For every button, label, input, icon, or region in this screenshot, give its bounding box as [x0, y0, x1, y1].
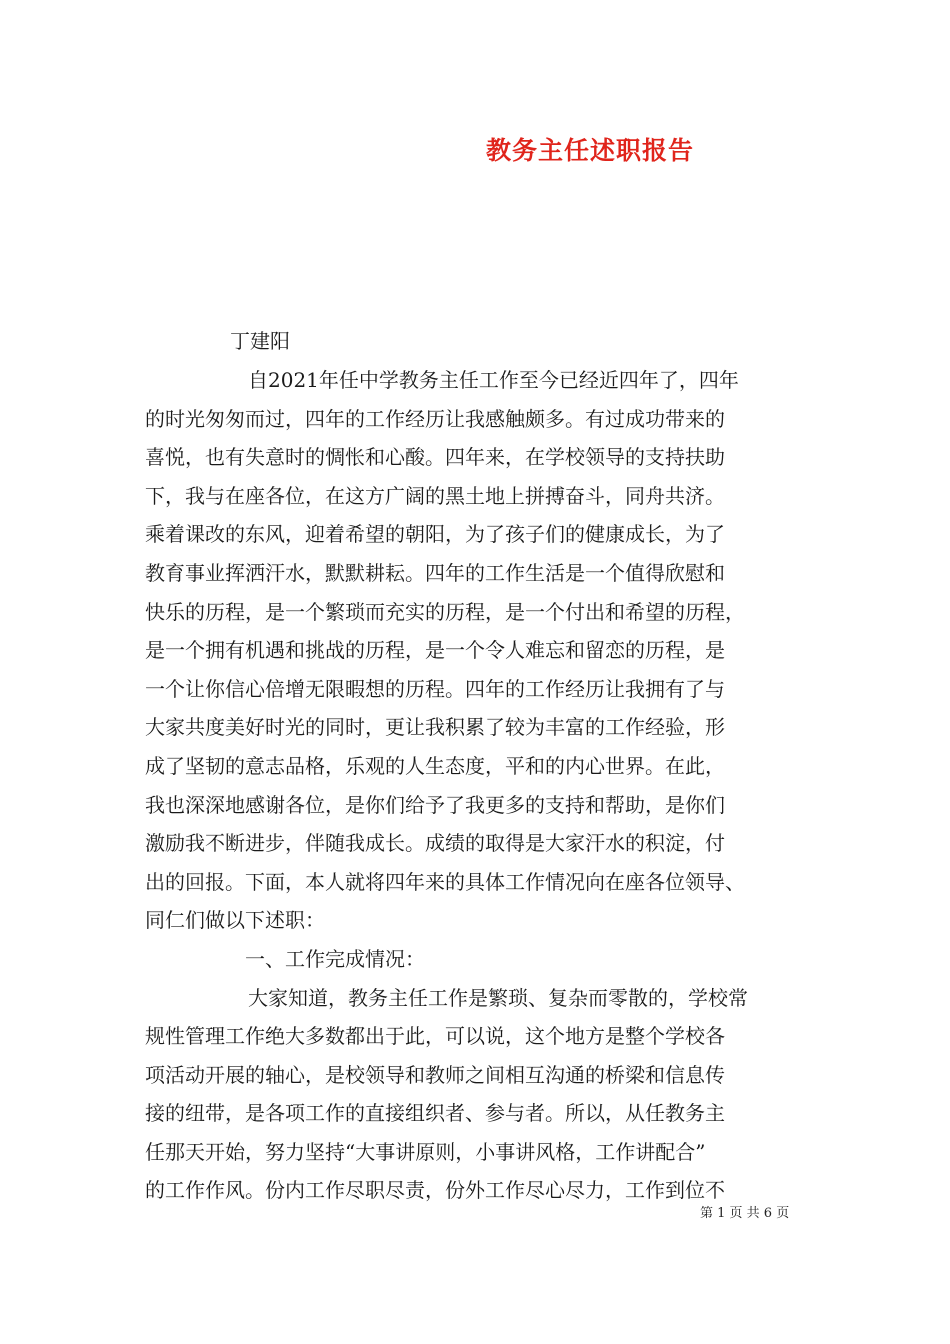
paragraph-1: [145, 361, 825, 940]
text-line: 大家知道，教务主任工作是繁琐、复杂而零散的，学校常: [248, 985, 748, 1010]
text-line: 一个让你信心倍增无限暇想的历程。四年的工作经历让我拥有了与: [145, 676, 725, 701]
text-line: 规性管理工作绝大多数都出于此，可以说，这个地方是整个学校各: [145, 1024, 725, 1049]
text-line: 同仁们做以下述职：: [145, 908, 325, 933]
section-heading: 一、工作完成情况：: [245, 946, 425, 971]
text-line: 教育事业挥洒汗水，默默耕耘。四年的工作生活是一个值得欣慰和: [145, 560, 725, 585]
text-line: 激励我不断进步，伴随我成长。成绩的取得是大家汗水的积淀，付: [145, 831, 725, 856]
text-line: 快乐的历程，是一个繁琐而充实的历程，是一个付出和希望的历程，: [145, 599, 745, 624]
document-title: 教务主任述职报告: [485, 136, 694, 165]
text-line: 的时光匆匆而过，四年的工作经历让我感触颇多。有过成功带来的: [145, 406, 725, 431]
author-name: 丁建阳: [230, 329, 290, 353]
text-line: 接的纽带，是各项工作的直接组织者、参与者。所以，从任教务主: [145, 1101, 725, 1126]
text-line: 喜悦，也有失意时的惆怅和心酸。四年来，在学校领导的支持扶助: [145, 445, 725, 470]
text-line: 任那天开始，努力坚持“大事讲原则，小事讲风格，工作讲配合”: [145, 1139, 706, 1164]
text-line: 我也深深地感谢各位，是你们给予了我更多的支持和帮助，是你们: [145, 792, 725, 817]
text-line: 下，我与在座各位，在这方广阔的黑土地上拼搏奋斗，同舟共济。: [145, 483, 725, 508]
text-line: 大家共度美好时光的同时，更让我积累了较为丰富的工作经验，形: [145, 715, 725, 740]
text-line: 成了坚韧的意志品格，乐观的人生态度，平和的内心世界。在此，: [145, 753, 725, 778]
document-body: [145, 361, 825, 1210]
text-line: 自2021年任中学教务主任工作至今已经近四年了，四年: [248, 368, 739, 392]
text-line: 乘着课改的东风，迎着希望的朝阳，为了孩子们的健康成长，为了: [145, 522, 725, 547]
text-line: 的工作作风。份内工作尽职尽责，份外工作尽心尽力，工作到位不: [145, 1178, 725, 1203]
text-line: 出的回报。下面，本人就将四年来的具体工作情况向在座各位领导、: [145, 869, 745, 894]
page-number: 第 1 页 共 6 页: [700, 1206, 790, 1221]
paragraph-2: [145, 979, 825, 1211]
text-line: 是一个拥有机遇和挑战的历程，是一个令人难忘和留恋的历程，是: [145, 638, 725, 663]
text-line: 项活动开展的轴心，是校领导和教师之间相互沟通的桥梁和信息传: [145, 1062, 725, 1087]
